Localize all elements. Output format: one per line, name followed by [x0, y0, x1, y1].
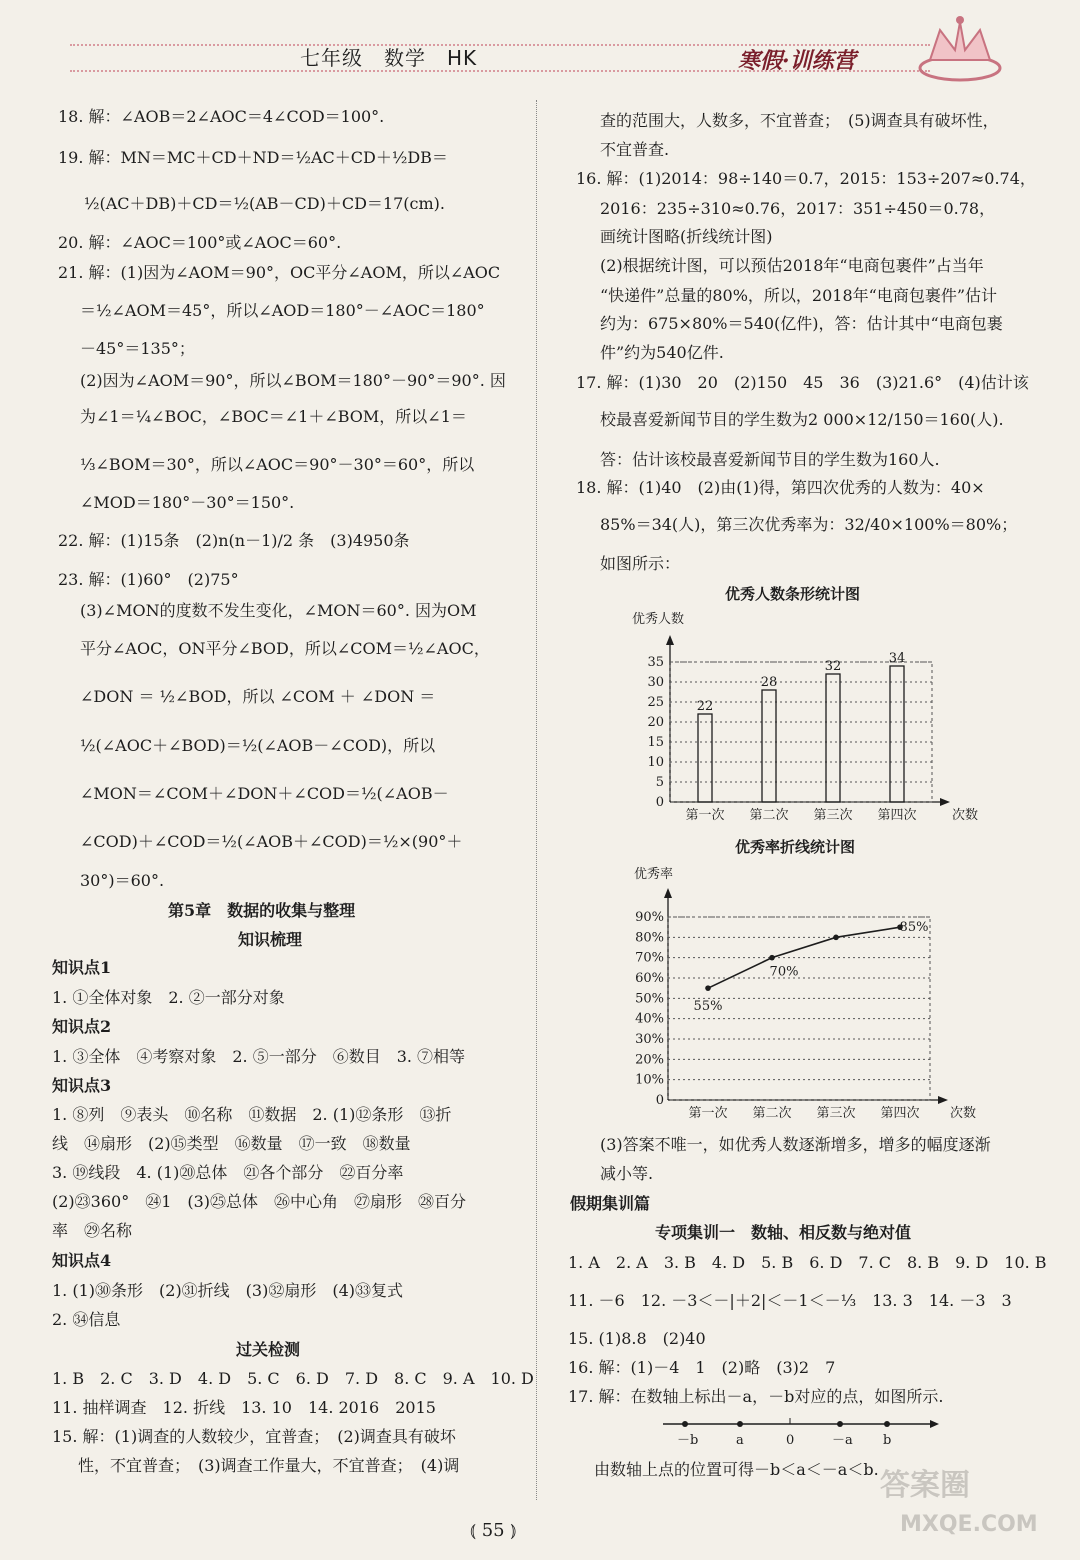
bar-value-label: 28	[760, 675, 778, 690]
bar-chart-ylabel: 优秀人数	[632, 612, 685, 627]
line-y-tick-label: 60%	[635, 971, 664, 986]
answer-23-l8: 30°)＝60°.	[80, 871, 165, 890]
answer-18-l4: (3)答案不唯一，如优秀人数逐渐增多，增多的幅度逐渐	[600, 1135, 991, 1154]
line-y-tick-label: 10%	[635, 1072, 664, 1088]
knowledge-3-b: 线 ⑭扇形 (2)⑮类型 ⑯数量 ⑰一致 ⑱数量	[52, 1134, 411, 1153]
page-number-text: 55	[481, 1520, 505, 1541]
bar	[826, 674, 840, 802]
line-point	[705, 985, 711, 991]
line-point	[769, 955, 775, 961]
answer-23-l3: 平分∠AOC，ON平分∠BOD，所以∠COM＝½∠AOC，	[80, 639, 490, 658]
bar-value-label: 34	[888, 651, 906, 666]
holiday-title: 假期集训篇	[570, 1194, 651, 1213]
header-subject: 七年级 数学 HK	[300, 46, 478, 70]
bar-y-tick-label: 0	[655, 795, 664, 810]
line-point-label: 70%	[769, 964, 799, 980]
bar-x-tick-label: 第四次	[877, 808, 917, 823]
answer-18: 18. 解：∠AOB＝2∠AOC＝4∠COD＝100°.	[58, 107, 385, 126]
number-line	[655, 1412, 945, 1452]
answer-23-l5: ½(∠AOC＋∠BOD)＝½(∠AOB－∠COD)，所以	[80, 736, 436, 755]
knowledge-2: 1. ③全体 ④考察对象 2. ⑤一部分 ⑥数目 3. ⑦相等	[52, 1047, 466, 1066]
line-point-label: 85%	[899, 920, 929, 936]
bar-grid-frame	[670, 662, 932, 802]
right-line-1: 查的范围大，人数多，不宜普查； (5)调查具有破坏性，	[600, 111, 999, 130]
answer-16: 16. 解：(1)2014：98÷140＝0.7，2015：153÷207≈0.74，	[576, 169, 1036, 188]
special-5: 17. 解：在数轴上标出－a，－b对应的点，如图所示.	[568, 1387, 944, 1406]
answer-16-l4: (2)根据统计图，可以预估2018年“电商包裹件”占当年	[600, 256, 984, 275]
knowledge-2-title: 知识点2	[52, 1017, 112, 1036]
knowledge-4-title: 知识点4	[52, 1251, 112, 1270]
answer-18-l2: 85%＝34(人)，第三次优秀率为：32/40×100%＝80%；	[600, 515, 1018, 534]
special-1: 1. A 2. A 3. B 4. D 5. B 6. D 7. C 8. B 9. D 10. B	[568, 1253, 1047, 1272]
answer-23: 23. 解：(1)60° (2)75°	[58, 570, 239, 589]
line-chart-title: 优秀率折线统计图	[735, 838, 856, 856]
answer-16-l5: “快递件”总量的80%，所以，2018年“电商包裹件”估计	[600, 286, 998, 305]
answer-23-l6: ∠MON＝∠COM＋∠DON＋∠COD＝½(∠AOB－	[80, 784, 449, 803]
page-header	[0, 0, 1080, 95]
line-y-tick-label: 0	[655, 1093, 664, 1108]
answer-21: 21. 解：(1)因为∠AOM＝90°，OC平分∠AOM，所以∠AOC	[58, 263, 501, 282]
bar-y-tick-label: 20	[647, 715, 664, 730]
answer-23-l2: (3)∠MON的度数不发生变化，∠MON＝60°. 因为OM	[80, 601, 477, 620]
check-title: 过关检测	[236, 1340, 301, 1359]
point-b	[884, 1421, 890, 1427]
label-neg-a: －a	[832, 1433, 853, 1448]
answer-19-cont: ½(AC＋DB)＋CD＝½(AB－CD)＋CD＝17(cm).	[84, 194, 445, 213]
answer-21-l4: (2)因为∠AOM＝90°，所以∠BOM＝180°－90°＝90°. 因	[80, 371, 506, 390]
answer-19: 19. 解：MN＝MC＋CD＋ND＝½AC＋CD＋½DB＝	[58, 148, 448, 167]
knowledge-3-a: 1. ⑧列 ⑨表头 ⑩名称 ⑪数据 2. (1)⑫条形 ⑬折	[52, 1105, 452, 1124]
answer-20: 20. 解：∠AOC＝100°或∠AOC＝60°.	[58, 233, 342, 252]
line-y-tick-label: 70%	[635, 950, 664, 966]
page-number: ⦅ 55 ⦆	[470, 1520, 517, 1541]
answer-18-l5: 减小等.	[600, 1164, 654, 1183]
bar-chart-xlabel: 次数	[952, 808, 979, 823]
bar-chart	[620, 605, 980, 830]
knowledge-1: 1. ①全体对象 2. ②一部分对象	[52, 988, 285, 1007]
line-y-tick-label: 50%	[635, 991, 664, 1007]
knowledge-4-a: 1. (1)㉚条形 (2)㉛折线 (3)㉜扇形 (4)㉝复式	[52, 1281, 404, 1300]
bar-y-tick-label: 25	[647, 695, 664, 710]
answer-21-l6: ⅓∠BOM＝30°，所以∠AOC＝90°－30°＝60°，所以	[80, 455, 475, 474]
line-y-arrow	[664, 888, 672, 898]
point-neg-b	[682, 1421, 688, 1427]
check-b: 11. 抽样调查 12. 折线 13. 10 14. 2016 2015	[52, 1398, 436, 1417]
bar-x-tick-label: 第一次	[685, 808, 725, 823]
line-point-label: 55%	[693, 999, 723, 1015]
label-zero: 0	[786, 1433, 795, 1448]
line-chart-xlabel: 次数	[950, 1106, 977, 1121]
line-y-tick-label: 40%	[635, 1011, 664, 1027]
chapter-title: 第5章 数据的收集与整理	[168, 901, 356, 920]
answer-23-l7: ∠COD)＋∠COD＝½(∠AOB＋∠COD)＝½×(90°＋	[80, 832, 463, 851]
bar-y-tick-label: 5	[655, 775, 664, 790]
bar-x-tick-label: 第二次	[749, 808, 789, 823]
knowledge-4-b: 2. ㉞信息	[52, 1310, 121, 1329]
answer-16-l6: 约为：675×80%＝540(亿件)，答：估计其中“电商包裹	[600, 314, 1003, 333]
bar-y-tick-label: 10	[647, 755, 664, 770]
knowledge-3-d: (2)㉓360° ㉔1 (3)㉕总体 ㉖中心角 ㉗扇形 ㉘百分	[52, 1192, 467, 1211]
crown-logo-icon	[915, 10, 1005, 85]
special-3: 15. (1)8.8 (2)40	[568, 1329, 706, 1348]
answer-16-l7: 件”约为540亿件.	[600, 343, 724, 362]
line-point	[833, 935, 839, 941]
label-a: a	[736, 1433, 744, 1448]
knowledge-3-c: 3. ⑲线段 4. (1)⑳总体 ㉑各个部分 ㉒百分率	[52, 1163, 404, 1182]
watermark-logo: 答案圈	[880, 1468, 970, 1503]
bar-y-arrow	[666, 635, 674, 645]
bar-value-label: 32	[824, 659, 842, 674]
answer-18-l3: 如图所示：	[600, 554, 681, 573]
special-4: 16. 解：(1)－4 1 (2)略 (3)2 7	[568, 1358, 836, 1377]
check-d: 性，不宜普查； (3)调查工作量大，不宜普查； (4)调	[78, 1456, 460, 1475]
header-brand: 寒假·训练营	[738, 48, 856, 74]
line-y-tick-label: 30%	[635, 1032, 664, 1047]
line-y-tick-label: 90%	[635, 910, 664, 925]
bar-value-label: 22	[696, 699, 714, 714]
special-6: 由数轴上点的位置可得－b＜a＜－a＜b.	[594, 1460, 879, 1479]
answer-21-l5: 为∠1＝¼∠BOC，∠BOC＝∠1＋∠BOM，所以∠1＝	[80, 407, 467, 426]
line-y-tick-label: 80%	[635, 930, 664, 946]
answer-22: 22. 解：(1)15条 (2)n(n－1)/2 条 (3)4950条	[58, 531, 410, 550]
answer-18-right: 18. 解：(1)40 (2)由(1)得，第四次优秀的人数为：40×	[576, 478, 985, 497]
line-x-tick-label: 第四次	[880, 1106, 920, 1121]
answer-16-l3: 画统计图略(折线统计图)	[600, 227, 773, 246]
knowledge-3-title: 知识点3	[52, 1076, 112, 1095]
bar	[698, 714, 712, 802]
answer-23-l4: ∠DON ＝ ½∠BOD，所以 ∠COM ＋ ∠DON ＝	[80, 687, 436, 706]
column-divider	[536, 100, 537, 1500]
knowledge-3-e: 率 ㉙名称	[52, 1221, 133, 1240]
bar-y-tick-label: 30	[647, 675, 664, 690]
line-chart	[620, 860, 980, 1128]
bar-x-arrow	[940, 798, 950, 806]
answer-16-l2: 2016：235÷310≈0.76，2017：351÷450＝0.78，	[600, 199, 996, 218]
knowledge-1-title: 知识点1	[52, 958, 112, 977]
answer-17: 17. 解：(1)30 20 (2)150 45 36 (3)21.6° (4)估计该	[576, 373, 1029, 392]
bar-y-tick-label: 35	[647, 655, 664, 670]
line-x-tick-label: 第三次	[816, 1106, 856, 1121]
line-y-tick-label: 20%	[635, 1052, 664, 1068]
point-neg-a	[837, 1421, 843, 1427]
answer-21-l2: ＝½∠AOM＝45°，所以∠AOD＝180°－∠AOC＝180°	[80, 301, 485, 320]
label-b: b	[883, 1433, 892, 1448]
answer-21-l3: －45°＝135°；	[80, 339, 195, 358]
section-title: 知识梳理	[238, 930, 303, 949]
check-a: 1. B 2. C 3. D 4. D 5. C 6. D 7. D 8. C 9. A 10. D	[52, 1369, 534, 1388]
line-chart-ylabel: 优秀率	[634, 867, 674, 882]
check-c: 15. 解：(1)调查的人数较少，宜普查； (2)调查具有破坏	[52, 1427, 456, 1446]
bar	[762, 690, 776, 802]
special-title: 专项集训一 数轴、相反数与绝对值	[655, 1223, 912, 1242]
point-a	[737, 1421, 743, 1427]
special-2: 11. －6 12. －3＜－|＋2|＜－1＜－⅓ 13. 3 14. －3 3	[568, 1291, 1012, 1310]
right-line-2: 不宜普查.	[600, 140, 670, 159]
answer-17-l3: 答：估计该校最喜爱新闻节目的学生数为160人.	[600, 450, 940, 469]
label-neg-b: －b	[677, 1433, 699, 1448]
line-x-tick-label: 第二次	[752, 1106, 792, 1121]
bar-y-tick-label: 15	[647, 735, 664, 750]
line-x-arrow	[938, 1096, 948, 1104]
answer-21-l7: ∠MOD＝180°－30°＝150°.	[80, 493, 295, 512]
answer-17-l2: 校最喜爱新闻节目的学生数为2 000×12/150＝160(人).	[600, 410, 1004, 429]
bar-x-tick-label: 第三次	[813, 808, 853, 823]
bar-chart-title: 优秀人数条形统计图	[725, 585, 861, 603]
watermark-url: MXQE.COM	[900, 1512, 1038, 1537]
line-x-tick-label: 第一次	[688, 1106, 728, 1121]
